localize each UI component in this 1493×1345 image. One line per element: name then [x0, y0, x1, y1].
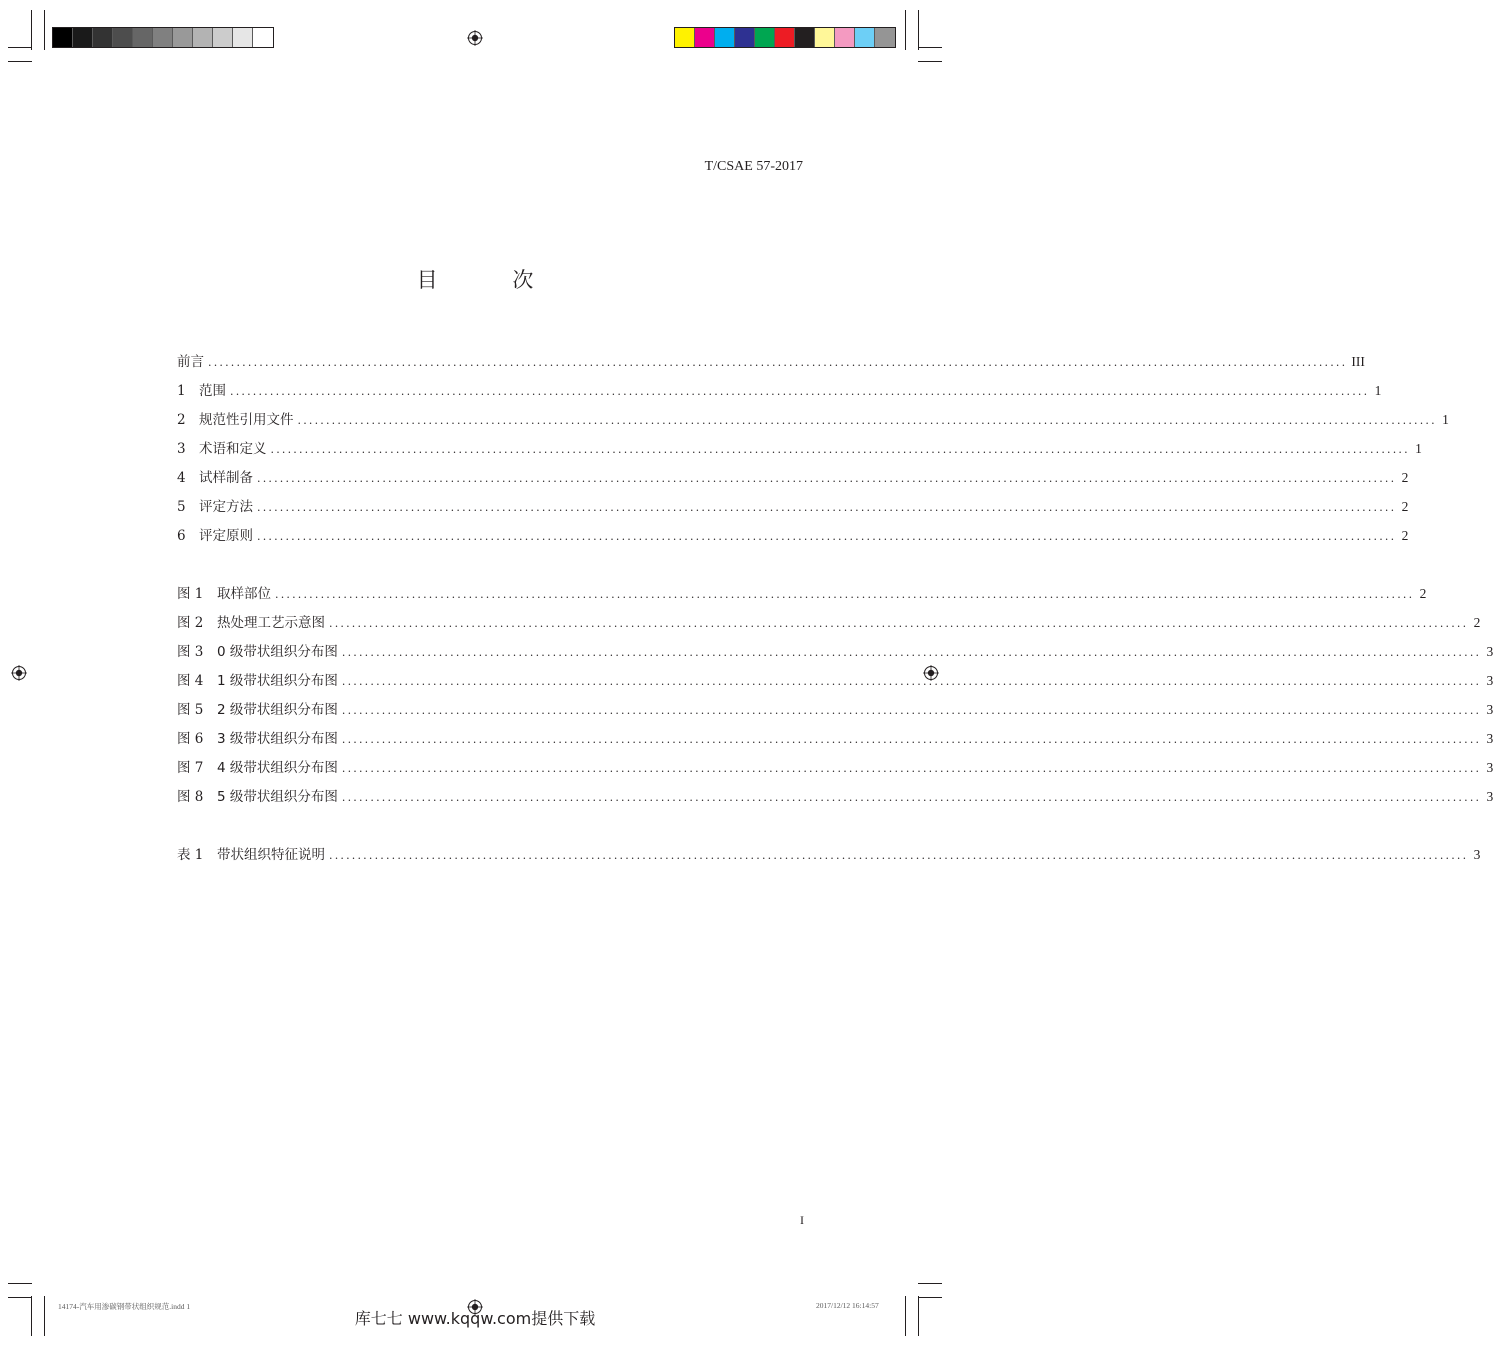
toc-entry-page: 3 [1486, 702, 1493, 717]
toc-leader-dots: ........................................................................................................................................................................................................ [329, 849, 1469, 862]
toc-entry-page: 3 [1486, 673, 1493, 688]
color-swatch [815, 28, 835, 47]
toc-entry[interactable] [177, 727, 1493, 747]
toc-entry[interactable] [177, 350, 1365, 370]
toc-entry[interactable] [177, 495, 1409, 515]
toc-entry-page: 3 [1486, 760, 1493, 775]
toc-leader-dots: ........................................................................................................................................................................................................ [341, 791, 1482, 804]
toc-entry-page: 2 [1401, 470, 1409, 485]
toc-entry-page: 1 [1415, 441, 1422, 456]
toc-entry[interactable] [177, 698, 1493, 718]
color-swatch [695, 28, 715, 47]
toc-entry[interactable] [177, 640, 1493, 660]
toc-entry[interactable] [177, 379, 1382, 399]
toc-leader-dots: ........................................................................................................................................................................................................ [257, 501, 1397, 514]
toc-entry-number: 2 [177, 412, 186, 428]
toc-entry-number: 3 [177, 441, 186, 457]
toc-entry-number: 图 3 [177, 644, 204, 660]
color-swatch [795, 28, 815, 47]
page-number: I [800, 1213, 804, 1227]
toc-entry-number: 图 8 [177, 789, 204, 805]
toc-entry-number: 图 6 [177, 731, 204, 747]
toc-leader-dots: ........................................................................................................................................................................................................ [257, 472, 1397, 485]
crop-mark [905, 10, 906, 50]
toc-entry-title: 术语和定义 [199, 441, 267, 457]
toc-entry-title: 热处理工艺示意图 [217, 615, 325, 631]
toc-entry-title: 规范性引用文件 [199, 412, 294, 428]
toc-entry-page: 1 [1374, 383, 1382, 398]
toc-entry[interactable] [177, 408, 1449, 428]
crop-mark [918, 61, 942, 62]
color-swatch [675, 28, 695, 47]
toc-entry[interactable] [177, 785, 1493, 805]
crop-mark [8, 1283, 32, 1284]
toc-entry-page: 3 [1473, 847, 1481, 862]
document-number: T/CSAE 57-2017 [704, 159, 803, 174]
toc-entry-title: 4 级带状组织分布图 [217, 760, 338, 776]
toc-entry-number: 图 1 [177, 586, 204, 602]
color-calibration-strip [674, 27, 896, 48]
crop-mark [8, 47, 32, 48]
toc-entry-title: 评定方法 [199, 499, 253, 515]
color-swatch [133, 28, 153, 47]
color-swatch [775, 28, 795, 47]
color-swatch [113, 28, 133, 47]
toc-entry-number: 图 2 [177, 615, 204, 631]
toc-entry[interactable] [177, 437, 1422, 457]
toc-entry-title: 前言 [177, 354, 204, 370]
toc-leader-dots: ........................................................................................................................................................................................................ [208, 356, 1348, 369]
color-swatch [855, 28, 875, 47]
color-swatch [93, 28, 113, 47]
toc-leader-dots: ........................................................................................................................................................................................................ [275, 588, 1415, 601]
toc-entry-page: 2 [1473, 615, 1481, 630]
toc-entry-title: 3 级带状组织分布图 [217, 731, 338, 747]
toc-entry-page: 2 [1401, 499, 1409, 514]
color-swatch [73, 28, 93, 47]
color-swatch [715, 28, 735, 47]
crop-mark [918, 1283, 942, 1284]
toc-entry-page: 3 [1486, 789, 1493, 804]
toc-entry[interactable] [177, 524, 1409, 544]
toc-entry-number: 表 1 [177, 847, 204, 863]
toc-entry-title: 范围 [199, 383, 226, 399]
toc-entry-title: 试样制备 [199, 470, 253, 486]
crop-mark [44, 10, 45, 50]
registration-mark-icon [467, 30, 483, 46]
toc-entry[interactable] [177, 756, 1493, 776]
toc-leader-dots: ........................................................................................................................................................................................................ [270, 443, 1410, 456]
toc-entry[interactable] [177, 611, 1481, 631]
crop-mark [918, 10, 919, 50]
toc-leader-dots: ........................................................................................................................................................................................................ [341, 675, 1482, 688]
crop-mark [918, 1297, 942, 1298]
color-swatch [233, 28, 253, 47]
table-of-contents [177, 350, 1493, 870]
toc-entry[interactable] [177, 843, 1481, 863]
toc-entry-title: 取样部位 [217, 586, 271, 602]
toc-entry[interactable] [177, 582, 1427, 602]
color-swatch [253, 28, 273, 47]
toc-leader-dots: ........................................................................................................................................................................................................ [297, 414, 1437, 427]
toc-entry-page: III [1351, 354, 1365, 369]
color-swatch [173, 28, 193, 47]
toc-entry[interactable] [177, 669, 1493, 689]
page-title: 目 次 [416, 268, 568, 292]
toc-entry-title: 评定原则 [199, 528, 253, 544]
grayscale-calibration-strip [52, 27, 274, 48]
toc-entry[interactable] [177, 466, 1409, 486]
toc-leader-dots: ........................................................................................................................................................................................................ [230, 385, 1370, 398]
toc-leader-dots: ........................................................................................................................................................................................................ [257, 530, 1397, 543]
toc-entry-number: 图 4 [177, 673, 204, 689]
toc-entry-number: 图 5 [177, 702, 204, 718]
toc-entry-title: 0 级带状组织分布图 [217, 644, 338, 660]
toc-leader-dots: ........................................................................................................................................................................................................ [341, 733, 1482, 746]
toc-entry-title: 5 级带状组织分布图 [217, 789, 338, 805]
crop-mark [918, 47, 942, 48]
toc-entry-title: 带状组织特征说明 [217, 847, 325, 863]
download-watermark: 库七七 www.kqqw.com提供下载 [354, 1309, 596, 1328]
color-swatch [213, 28, 233, 47]
toc-entry-title: 2 级带状组织分布图 [217, 702, 338, 718]
color-swatch [735, 28, 755, 47]
toc-leader-dots: ........................................................................................................................................................................................................ [341, 646, 1482, 659]
color-swatch [153, 28, 173, 47]
toc-entry-number: 6 [177, 528, 186, 544]
toc-entry-page: 3 [1486, 644, 1493, 659]
toc-entry-number: 5 [177, 499, 186, 515]
color-swatch [835, 28, 855, 47]
timestamp-slug: 2017/12/12 16:14:57 [816, 1301, 879, 1310]
toc-entry-number: 图 7 [177, 760, 204, 776]
toc-entry-title: 1 级带状组织分布图 [217, 673, 338, 689]
crop-mark [31, 10, 32, 50]
registration-mark-icon [11, 665, 27, 681]
toc-leader-dots: ........................................................................................................................................................................................................ [341, 704, 1482, 717]
toc-entry-number: 1 [177, 383, 186, 399]
crop-mark [8, 61, 32, 62]
toc-leader-dots: ........................................................................................................................................................................................................ [329, 617, 1469, 630]
toc-leader-dots: ........................................................................................................................................................................................................ [341, 762, 1482, 775]
color-swatch [193, 28, 213, 47]
file-slug: 14174-汽车用渗碳钢带状组织规范.indd 1 [58, 1302, 191, 1311]
toc-entry-number: 4 [177, 470, 186, 486]
color-swatch [53, 28, 73, 47]
toc-entry-page: 2 [1401, 528, 1409, 543]
toc-entry-page: 3 [1486, 731, 1493, 746]
color-swatch [875, 28, 895, 47]
color-swatch [755, 28, 775, 47]
crop-mark [8, 1297, 32, 1298]
toc-entry-page: 2 [1419, 586, 1427, 601]
toc-entry-page: 1 [1442, 412, 1449, 427]
